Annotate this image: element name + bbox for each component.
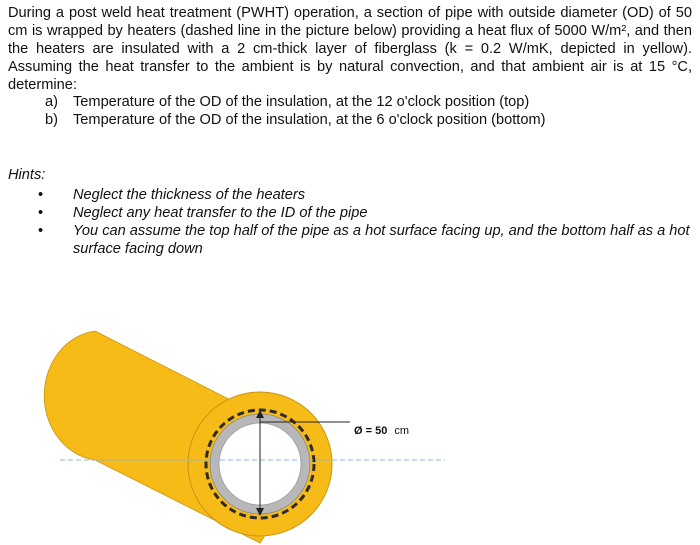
- pipe-figure: [0, 300, 700, 545]
- question-label: a): [45, 94, 58, 110]
- question-item: [45, 111, 685, 129]
- hint-item: [38, 204, 693, 222]
- hint-text: Neglect the thickness of the heaters: [73, 187, 306, 203]
- hint-item: [38, 186, 693, 204]
- diameter-unit: cm: [394, 425, 410, 437]
- bullet-icon: •: [38, 187, 44, 203]
- problem-statement: During a post weld heat treatment (PWHT) operation, a section of pipe with outside diameter (OD) of 50 cm is wrapped by heaters (dashed line in the picture below) providing a heat flux of 5000 W/m², and then the heaters are insulated with a 2 cm-thick layer of fiberglass (k = 0.2 W/mK, depicted in yellow). Assuming the heat transfer to the ambient is by natural convection, and that ambient air is at 15 °C, determine:: [8, 5, 692, 93]
- question-label: b): [45, 112, 58, 128]
- bullet-icon: •: [38, 205, 44, 221]
- diameter-value: Ø = 50: [354, 425, 388, 437]
- diameter-label: [354, 425, 409, 437]
- question-text: Temperature of the OD of the insulation, at the 6 o'clock position (bottom): [73, 112, 546, 128]
- question-list: [45, 93, 685, 129]
- hints-heading: Hints:: [8, 167, 46, 183]
- bullet-icon: •: [38, 223, 44, 239]
- hint-text: Neglect any heat transfer to the ID of the pipe: [73, 205, 368, 221]
- hint-text: You can assume the top half of the pipe as a hot surface facing up, and the bottom half as a hot surface facing down: [73, 223, 690, 257]
- question-text: Temperature of the OD of the insulation, at the 12 o'clock position (top): [73, 94, 530, 110]
- question-item: [45, 93, 685, 111]
- hints-list: [38, 186, 693, 258]
- hint-item: [38, 222, 693, 258]
